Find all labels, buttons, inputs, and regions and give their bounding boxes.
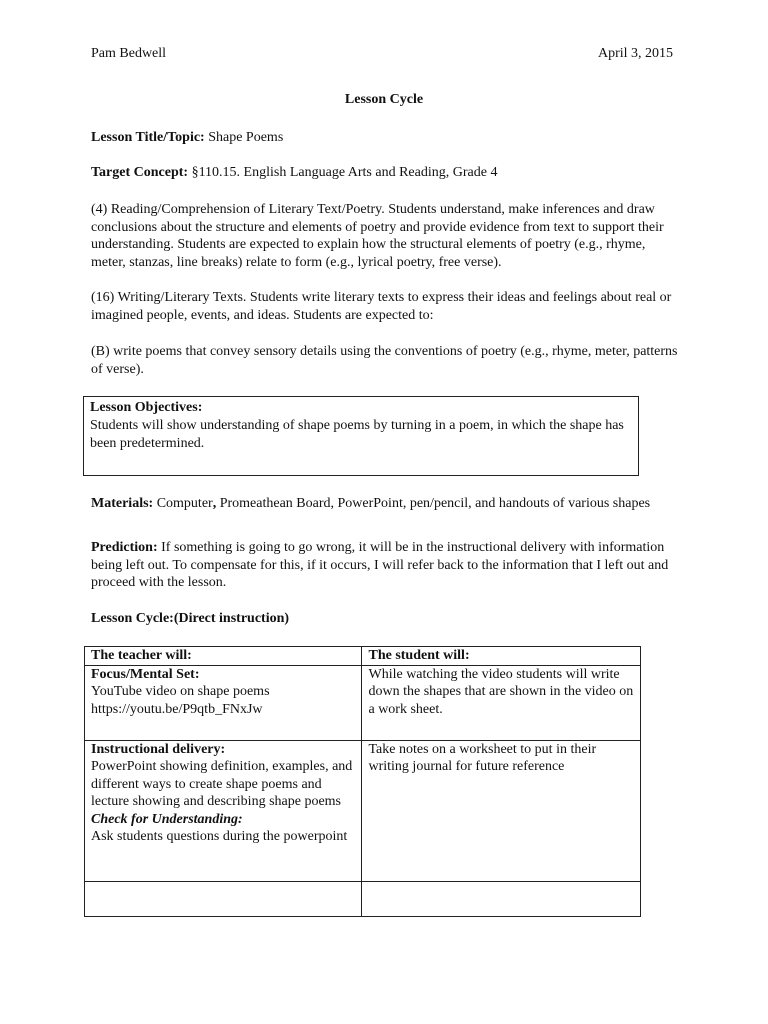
cycle-heading-text: Lesson Cycle:(Direct instruction) <box>91 611 290 626</box>
teks-item-4: (4) Reading/Comprehension of Literary Text/Poetry. Students understand, make inferences and draw conclusions about the structure and elements of poetry and provide evidence from text to support their understanding. Students are expected to explain how the structural elements of poetry (e.g., rhyme, meter, stanzas, line breaks) relate to form (e.g., lyrical poetry, free verse). <box>91 202 664 270</box>
materials-value-post: Promeathean Board, PowerPoint, pen/pencil, and handouts of various shapes <box>216 496 651 511</box>
focus-student-cell <box>362 665 641 740</box>
page-title: Lesson Cycle <box>344 92 424 107</box>
materials-line <box>91 495 681 513</box>
target-concept-line <box>91 164 497 182</box>
prediction-value: If something is going to go wrong, it will be in the instructional delivery with information being left out. To compensate for this, if it occurs, I will refer back to the information that I left out and proceed with the lesson. <box>91 540 669 590</box>
target-concept-value: §110.15. English Language Arts and Reading, Grade 4 <box>191 165 498 180</box>
lesson-title-line <box>91 129 283 147</box>
document-date: April 3, 2015 <box>598 46 674 61</box>
prediction-line <box>91 539 681 592</box>
teks-item-b: (B) write poems that convey sensory details using the conventions of poetry (e.g., rhyme, meter, patterns of verse). <box>91 344 678 377</box>
teks-item-16: (16) Writing/Literary Texts. Students write literary texts to express their ideas and feelings about real or imagined people, events, and ideas. Students are expected to: <box>91 290 672 323</box>
student-header: The student will: <box>368 648 470 663</box>
table-row <box>85 647 641 666</box>
check-label: Check for Understanding: <box>91 811 243 827</box>
materials-label: Materials: <box>91 496 154 511</box>
focus-label: Focus/Mental Set: <box>91 666 200 682</box>
empty-cell <box>85 881 362 916</box>
instruction-teacher-cell <box>85 740 362 881</box>
instruction-student-cell <box>362 740 641 881</box>
focus-text: YouTube video on shape poems <box>91 684 270 699</box>
teacher-header-cell <box>85 647 362 666</box>
instruction-student-text: Take notes on a worksheet to put in their writing journal for future reference <box>368 741 597 774</box>
student-header-cell <box>362 647 641 666</box>
table-row <box>85 665 641 740</box>
teacher-header: The teacher will: <box>91 648 192 663</box>
focus-teacher-cell <box>85 665 362 740</box>
materials-comma: , <box>212 496 217 511</box>
lesson-title-label: Lesson Title/Topic: <box>91 130 205 145</box>
target-concept-label: Target Concept: <box>91 165 189 180</box>
objectives-box <box>83 396 639 476</box>
instruction-text: PowerPoint showing definition, examples, and different ways to create shape poems and lecture showing and describing shape poems <box>91 759 353 809</box>
check-text: Ask students questions during the powerpoint <box>91 829 348 844</box>
materials-value-pre: Computer <box>156 496 213 511</box>
author-name: Pam Bedwell <box>91 46 167 61</box>
table-row <box>85 740 641 881</box>
instruction-label: Instructional delivery: <box>91 741 226 757</box>
focus-student-text: While watching the video students will write down the shapes that are shown in the video on a work sheet. <box>368 666 634 717</box>
video-link[interactable]: https://youtu.be/P9qtb_FNxJw <box>91 701 263 717</box>
cycle-heading <box>91 610 289 628</box>
objectives-text: Students will show understanding of shape poems by turning in a poem, in which the shape has been predetermined. <box>90 418 624 451</box>
lesson-title-value: Shape Poems <box>208 130 284 145</box>
lesson-cycle-table <box>84 646 641 917</box>
empty-cell <box>362 881 641 916</box>
objectives-label: Lesson Objectives: <box>90 400 203 415</box>
prediction-label: Prediction: <box>91 540 158 555</box>
table-row <box>85 881 641 916</box>
